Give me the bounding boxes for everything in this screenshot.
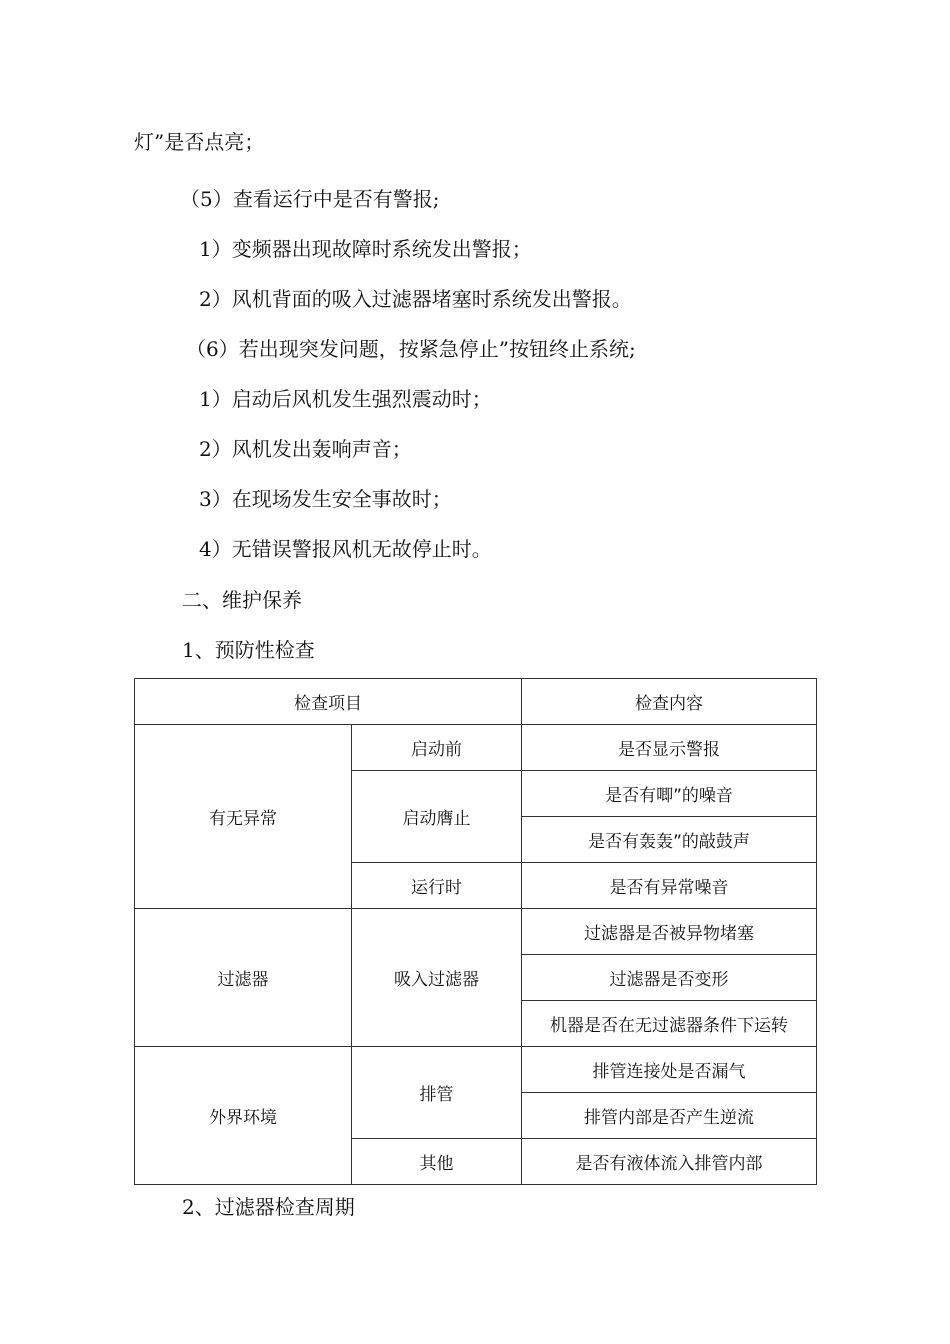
content-cell: 机器是否在无过滤器条件下运转 [522, 1001, 817, 1047]
text-line: 1）变频器出现故障时系统发出警报； [199, 237, 532, 261]
content-cell: 过滤器是否变形 [522, 955, 817, 1001]
table-row [135, 725, 817, 771]
subsection-heading: 2、过滤器检查周期 [182, 1195, 355, 1219]
sub-cell: 运行时 [352, 863, 522, 909]
content-cell: 是否有唧”的噪音 [522, 771, 817, 817]
table-row [135, 1047, 817, 1093]
content-cell: 是否有液体流入排管内部 [522, 1139, 817, 1185]
content-cell: 排管内部是否产生逆流 [522, 1093, 817, 1139]
group-cell: 过滤器 [135, 909, 352, 1047]
subsection-heading: 1、预防性检查 [182, 638, 315, 662]
sub-cell: 其他 [352, 1139, 522, 1185]
sub-cell: 启动膺止 [352, 771, 522, 863]
table-row [135, 909, 817, 955]
text-line: 灯”是否点亮； [134, 130, 265, 154]
group-cell: 有无异常 [135, 725, 352, 909]
header-item: 检查项目 [135, 679, 522, 725]
text-line: 4）无错误警报风机无故停止时。 [199, 537, 492, 561]
text-line: 2）风机背面的吸入过滤器堵塞时系统发出警报。 [199, 287, 632, 311]
sub-cell: 排管 [352, 1047, 522, 1139]
sub-cell: 启动前 [352, 725, 522, 771]
section-heading: 二、维护保养 [182, 588, 302, 612]
content-cell: 排管连接处是否漏气 [522, 1047, 817, 1093]
table-header-row [135, 679, 817, 725]
content-cell: 是否有异常噪音 [522, 863, 817, 909]
header-content: 检查内容 [522, 679, 817, 725]
content-cell: 是否显示警报 [522, 725, 817, 771]
content-cell: 过滤器是否被异物堵塞 [522, 909, 817, 955]
text-line: 1）启动后风机发生强烈震动时； [199, 387, 492, 411]
sub-cell: 吸入过滤器 [352, 909, 522, 1047]
text-line: （5）查看运行中是否有警报; [180, 187, 440, 211]
content-cell: 是否有轰轰”的敲鼓声 [522, 817, 817, 863]
group-cell: 外界环境 [135, 1047, 352, 1185]
text-line: 2）风机发出轰响声音； [199, 437, 412, 461]
text-line: （6）若出现突发问题，按紧急停止”按钮终止系统; [186, 337, 636, 361]
inspection-table [134, 678, 817, 1185]
text-line: 3）在现场发生安全事故时； [199, 487, 452, 511]
